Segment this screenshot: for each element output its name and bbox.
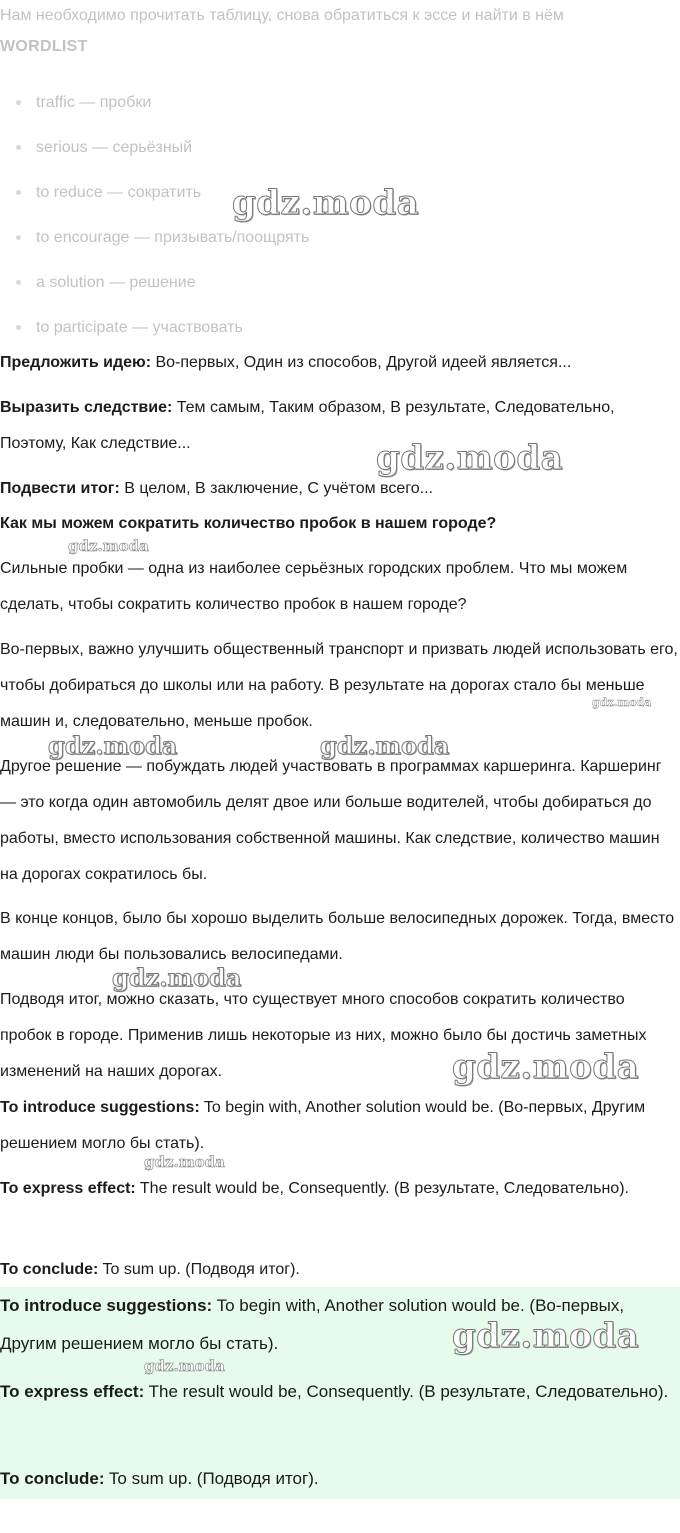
watermark-logo: gdz.moda [48,731,178,760]
highlight-effect-label: To express effect: [0,1382,145,1401]
essay-paragraph: Сильные пробки — одна из наиболее серьёзных городских проблем. Что мы можем сделать, чтобы сократить количество пробок в нашем городе? [0,560,628,613]
watermark-logo: gdz.moda [112,963,242,992]
wordlist-item: to encourage — призывать/поощрять [0,218,309,263]
essay-paragraph: Другое решение — побуждать людей участвовать в программах каршеринга. Каршеринг — это когда один автомобиль делят двое или больше водителей, чтобы добираться до работы, вместо использования собственной машины. Как следствие, количество машин на дорогах сократилось бы. [0,758,662,883]
phrase-conclude-text: В целом, В заключение, С учётом всего... [119,480,433,497]
watermark-logo: gdz.moda [452,1316,640,1356]
answer-conclude [0,1252,680,1288]
watermark-logo: gdz.moda [376,438,564,478]
answer-introduce-text: To begin with, Another solution would be. (Во-первых, Другим решением могло бы стать). [0,1099,646,1152]
highlight-introduce [0,1287,680,1363]
watermark-logo: gdz.moda [68,537,149,555]
intro-text: Нам необходимо прочитать таблицу, снова обратиться к эссе и найти в нём [0,7,564,24]
watermark-logo: gdz.moda [320,731,450,760]
watermark-logo: gdz.moda [232,183,420,223]
essay-paragraph: Во-первых, важно улучшить общественный транспорт и призвать людей использовать его, чтобы добираться до школы или на работу. В результате на дорогах стало бы меньше машин и, следовательно, меньше пробок. [0,641,678,730]
wordlist-title: WORDLIST [0,38,88,55]
answer-highlight-box [0,1287,680,1499]
answer-effect-text: The result would be, Consequently. (В результате, Следовательно). [135,1180,629,1197]
answer-effect-label: To express effect: [0,1180,136,1197]
highlight-introduce-text: To begin with, Another solution would be. (Во-первых, Другим решением могло бы стать). [0,1296,625,1353]
highlight-conclude-label: To conclude: [0,1469,105,1488]
answer-effect [0,1171,680,1207]
highlight-conclude [0,1460,680,1498]
essay-paragraph: Подводя итог, можно сказать, что существует много способов сократить количество пробок в городе. Применив лишь некоторые из них, можно было бы достичь заметных изменений на наших дорогах. [0,991,647,1080]
watermark-logo: gdz.moda [452,1047,640,1087]
essay-paragraph: В конце концов, было бы хорошо выделить больше велосипедных дорожек. Тогда, вместо машин люди бы пользовались велосипедами. [0,910,675,963]
highlight-effect [0,1373,680,1411]
answer-conclude-label: To conclude: [0,1261,99,1278]
answer-introduce-label: To introduce suggestions: [0,1099,200,1116]
watermark-logo: gdz.moda [144,1153,225,1171]
phrase-effect-text: Тем самым, Таким образом, В результате, Следовательно, Поэтому, Как следствие... [0,399,615,452]
watermark-logo: gdz.moda [592,696,652,709]
phrase-suggest [0,345,680,381]
wordlist-item: to reduce — сократить [0,173,309,218]
essay-question: Как мы можем сократить количество пробок в нашем городе? [0,515,497,532]
highlight-introduce-label: To introduce suggestions: [0,1296,213,1315]
phrase-conclude [0,471,680,507]
phrase-effect-label: Выразить следствие: [0,399,173,416]
phrase-suggest-text: Во-первых, Один из способов, Другой идеей является... [151,354,572,371]
wordlist-item: to participate — участвовать [0,308,309,353]
highlight-conclude-text: To sum up. (Подводя итог). [104,1469,319,1488]
highlight-effect-text: The result would be, Consequently. (В результате, Следовательно). [144,1382,669,1401]
wordlist-item: traffic — пробки [0,83,309,128]
wordlist [0,83,309,353]
wordlist-item: a solution — решение [0,263,309,308]
answer-introduce [0,1090,680,1162]
phrase-suggest-label: Предложить идею: [0,354,152,371]
answer-conclude-text: To sum up. (Подводя итог). [98,1261,300,1278]
phrase-conclude-label: Подвести итог: [0,480,120,497]
phrase-effect [0,390,680,462]
watermark-logo: gdz.moda [144,1357,225,1375]
wordlist-item: serious — серьёзный [0,128,309,173]
